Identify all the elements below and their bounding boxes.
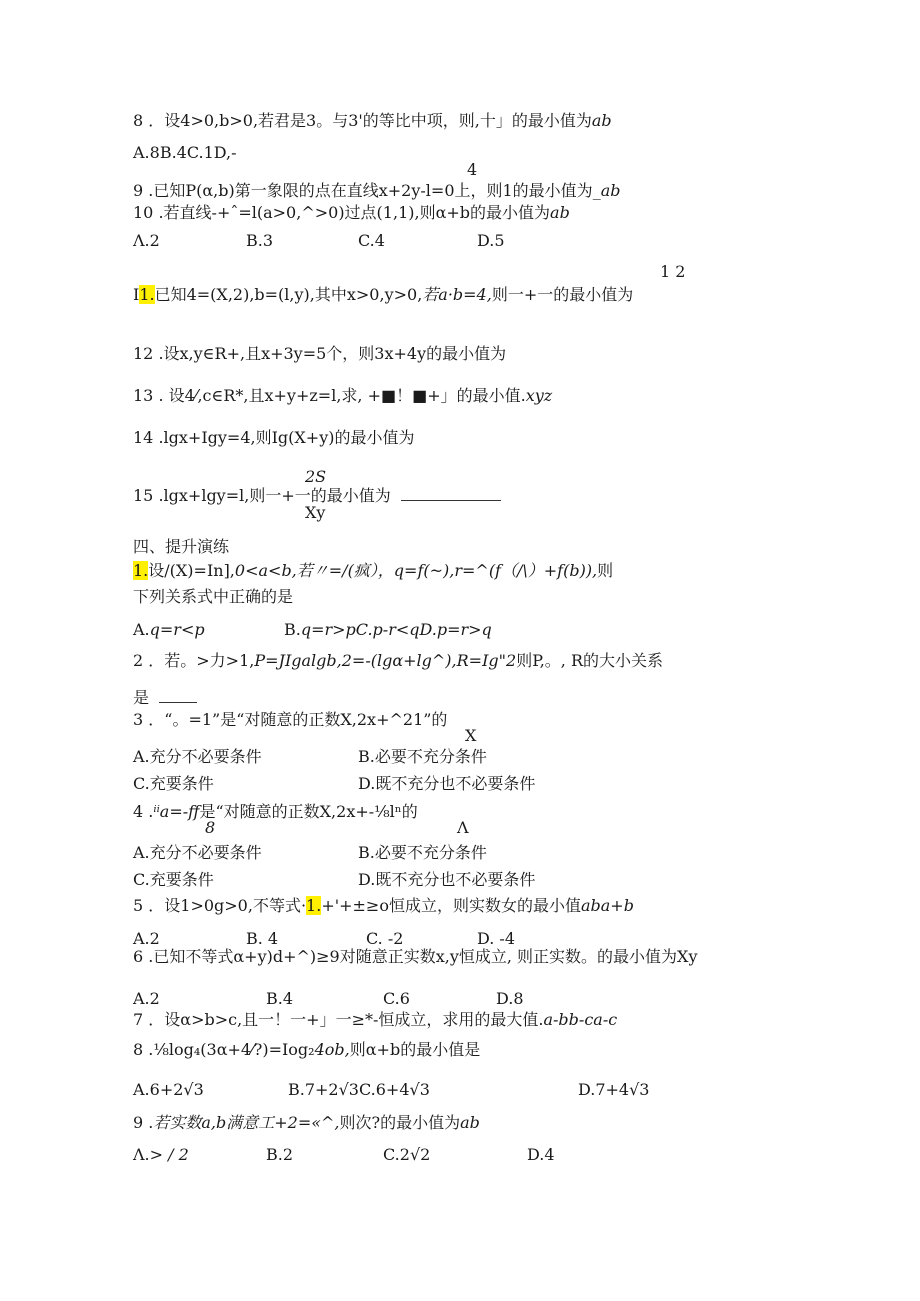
p4-option-d: D.既不充分也不必要条件: [358, 870, 536, 889]
p2-continuation-text: 是: [133, 688, 150, 707]
p8-text: 8 .⅛log₄(3α+4⁄?)=Iog₂: [133, 1040, 315, 1059]
p8-italic: 4ob,: [314, 1040, 350, 1059]
q15-fraction-numerator: 2S: [305, 467, 327, 486]
p4-lambda: Λ: [457, 818, 469, 837]
q11-question: [133, 285, 633, 305]
q10-tail: ab: [550, 203, 570, 222]
p8-question: [133, 1040, 480, 1060]
p4-text: 4 .: [133, 802, 154, 821]
q10-option-b: B.3: [246, 231, 274, 250]
q8-options: A.8B.4C.1D,-: [133, 143, 237, 162]
p9-option-a: [133, 1145, 189, 1165]
p2-question: [133, 651, 663, 671]
p1-options-bcd: [284, 620, 492, 640]
p1-highlight: 1.: [133, 561, 149, 580]
q8-tail: ab: [591, 111, 612, 130]
p8-options-bc: B.7+2√3C.6+4√3: [288, 1080, 430, 1099]
q14-question: 14 .lgx+Igy=4,则Ig(X+y)的最小值为: [133, 428, 415, 447]
p4-tail: 是“对随意的正数X,2x+-⅛lⁿ的: [199, 802, 418, 821]
p1-text: 设/(X)=In],: [148, 561, 235, 580]
p8-option-a: A.6+2√3: [133, 1080, 204, 1099]
p2-italic: P=JIgalgb,2=-(lgα+lg^),R=Ig"2: [254, 651, 517, 670]
q9-question: [133, 181, 620, 201]
p1-options-bcd-text: q=r>pC.p-r<qD.p=r>q: [300, 620, 492, 639]
q8-text: 8 ．设4>0,b>0,若君是3。与3'的等比中项，则,十」的最小值为: [133, 111, 592, 130]
q13-tail: xyz: [525, 386, 553, 405]
q15-fraction-denominator: Xy: [305, 503, 326, 522]
p9-option-a-label: Λ.>: [133, 1145, 164, 1164]
p3-option-c: C.充要条件: [133, 774, 214, 793]
p5-option-a: A.2: [133, 929, 160, 948]
q10-question: [133, 203, 570, 223]
p2-answer-blank: [159, 702, 197, 703]
q10-option-d: D.5: [477, 231, 505, 250]
p4-option-b: B.必要不充分条件: [358, 843, 487, 862]
q11-highlight: 1.: [139, 285, 155, 304]
p9-text: 9 .: [133, 1113, 154, 1132]
p5-highlight: 1.: [306, 896, 322, 915]
p5-italic: aba+b: [580, 896, 634, 915]
p8-tail: 则α+b的最小值是: [349, 1040, 481, 1059]
p4-option-c: C.充要条件: [133, 870, 214, 889]
p6-option-c: C.6: [383, 989, 410, 1008]
p6-question: 6 .已知不等式α+y)d+^)≥9对随意正实数x,y恒成立, 则正实数。的最小值为Xy: [133, 947, 698, 966]
p9-italic: 若实数a,b满意工+2=«^,: [153, 1113, 340, 1132]
q11-fraction-numerators: 1 2: [660, 262, 686, 281]
p6-option-d: D.8: [496, 989, 524, 1008]
p9-option-b: B.2: [266, 1145, 294, 1164]
p5-text: 5 ．设1>0g>0,不等式·: [133, 896, 307, 915]
p7-question: [133, 1010, 617, 1030]
q12-question: 12 .设x,y∈R+,且x+3y=5个，则3x+4y的最小值为: [133, 344, 507, 363]
q10-option-a: Λ.2: [133, 231, 160, 250]
q15-answer-blank: [401, 500, 501, 501]
p9-italic-ab: ab: [460, 1113, 480, 1132]
p1-option-a-text: q=r<p: [149, 620, 205, 639]
p3-question: 3 ．“。=1”是“对随意的正数X,2x+^21”的: [133, 710, 448, 729]
p1-tail: 则: [597, 561, 614, 580]
p5-option-c: C. -2: [366, 929, 404, 948]
p1-question: [133, 561, 613, 581]
p5-option-b: B. 4: [246, 929, 279, 948]
p3-fraction-denominator: X: [465, 726, 477, 745]
p9-option-d: D.4: [527, 1145, 555, 1164]
p1-continuation: 下列关系式中正确的是: [133, 587, 294, 606]
q10-text: 10 .若直线-+ˆ=l(a>0,^>0)过点(1,1),则α+b的最小值为: [133, 203, 551, 222]
p2-text: 2 ．若。>力>1,: [133, 651, 255, 670]
q8-question: [133, 111, 612, 131]
p3-option-b: B.必要不充分条件: [358, 747, 487, 766]
p4-option-a: A.充分不必要条件: [133, 843, 262, 862]
p1-option-b-label: B.: [284, 620, 301, 639]
q9-fraction-numerator: 4: [467, 160, 478, 179]
p4-italic: ⁱⁱa=-ff: [153, 802, 200, 821]
p7-italic: a-bb-ca-c: [543, 1010, 618, 1029]
p5-tail: +'+±≥o恒成立，则实数女的最小值: [321, 896, 581, 915]
q9-tail: _ab: [592, 181, 621, 200]
p2-tail: 则P,。, R的大小关系: [516, 651, 664, 670]
q11-text: 已知4=(X,2),b=(l,y),其中x>0,y>0,: [154, 285, 423, 304]
p4-question: [133, 802, 418, 822]
q11-tail: 则一+一的最小值为: [491, 285, 634, 304]
q11-prefix: I: [133, 285, 140, 304]
q13-text: 13 . 设4⁄,c∈R*,且x+y+z=l,求, +■！■+」的最小值.: [133, 386, 526, 405]
p3-option-d: D.既不充分也不必要条件: [358, 774, 536, 793]
p4-fraction-denominator: 8: [205, 818, 216, 837]
q15-text: 15 .lgx+lgy=l,则一+一的最小值为: [133, 486, 391, 505]
section-title: 四、提升演练: [133, 537, 230, 556]
p2-continuation: [133, 688, 197, 708]
p5-option-d: D. -4: [477, 929, 516, 948]
p1-italic: 0<a<b,若〃=/(疯），q=f(~),r=^(f（/\）+f(b)),: [234, 561, 598, 580]
q13-question: [133, 386, 552, 406]
p9-tail: 则次?的最小值为: [339, 1113, 461, 1132]
p8-option-d: D.7+4√3: [578, 1080, 650, 1099]
q9-text: 9 .已知P(α,b)第一象限的点在直线x+2y-l=0上，则1的最小值为: [133, 181, 593, 200]
p9-option-a-text: / 2: [163, 1145, 189, 1164]
p5-question: [133, 896, 634, 916]
q11-italic: 若a·b=4,: [422, 285, 492, 304]
p1-option-a: [133, 620, 205, 640]
p9-question: [133, 1113, 480, 1133]
p9-option-c: C.2√2: [383, 1145, 431, 1164]
p1-option-a-label: A.: [133, 620, 150, 639]
p7-text: 7 ．设α>b>c,且一！一+」一≥*-恒成立，求用的最大值.: [133, 1010, 544, 1029]
p6-option-a: A.2: [133, 989, 160, 1008]
q10-option-c: C.4: [358, 231, 385, 250]
p6-option-b: B.4: [266, 989, 294, 1008]
p3-option-a: A.充分不必要条件: [133, 747, 262, 766]
